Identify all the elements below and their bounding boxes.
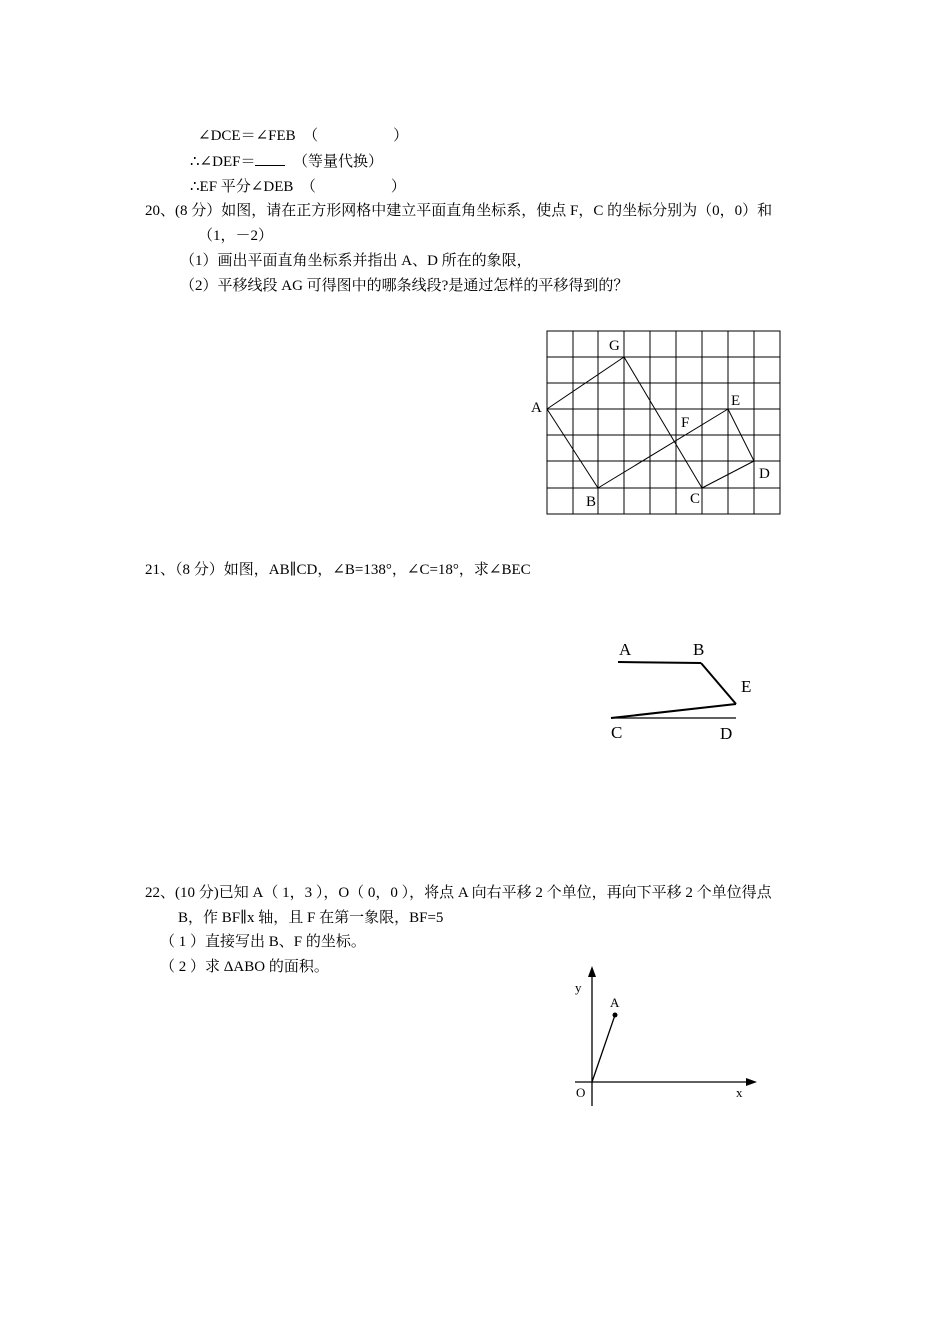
label-c: C (611, 723, 623, 742)
q20-text-1: 20、(8 分）如图，请在正方形网格中建立平面直角坐标系，使点 F，C 的坐标分别为（0，0）和 (145, 203, 773, 219)
proof-line-2-reason: （等量代换） (300, 154, 383, 170)
segment-oa (592, 1015, 615, 1082)
label-d: D (759, 466, 770, 482)
q20-part-1: （1）画出平面直角坐标系并指出 A、D 所在的象限， (180, 253, 532, 269)
q22-text-1: 22、(10 分)已知 A（ 1，3 ），O（ 0，0 ），将点 A 向右平移 2 个单位，再向下平移 2 个单位得点 (145, 885, 772, 901)
proof-line-2 (190, 151, 383, 172)
label-e: E (731, 393, 741, 409)
q22-part-1: （ 1 ）直接写出 B、F 的坐标。 (160, 934, 366, 950)
proof-line-2-prefix: ∴∠DEF＝ (190, 154, 256, 170)
point-a (613, 1013, 618, 1018)
answer-blank[interactable] (255, 151, 285, 166)
label-x: x (736, 1085, 743, 1100)
y-axis-arrow (588, 966, 596, 977)
label-a: A (610, 995, 620, 1010)
label-f: F (681, 415, 690, 431)
q21-text: 21、（8 分）如图，AB∥CD，∠B=138°，∠C=18°，求∠BEC (145, 562, 531, 578)
label-o: O (576, 1085, 586, 1100)
label-d: D (720, 724, 733, 743)
label-c: C (690, 491, 701, 507)
label-a: A (531, 400, 542, 416)
label-y: y (575, 980, 582, 995)
proof-line-1: ∠DCE＝∠FEB （ ） (198, 128, 409, 144)
label-b: B (693, 640, 705, 659)
grid (547, 331, 780, 514)
q20-part-2: （2）平移线段 AG 可得图中的哪条线段?是通过怎样的平移得到的？ (180, 278, 629, 294)
x-axis-arrow (746, 1078, 757, 1086)
label-g: G (609, 338, 620, 354)
label-a: A (619, 640, 632, 659)
q22-part-2: （ 2 ）求 ΔABO 的面积。 (160, 959, 329, 975)
proof-line-3: ∴EF 平分∠DEB （ ） (190, 179, 406, 195)
figure-segments (547, 357, 754, 488)
label-b: B (586, 494, 597, 510)
q20-text-2: （1，－2） (198, 228, 274, 244)
q22-text-2: B，作 BF∥x 轴，且 F 在第一象限，BF=5 (178, 910, 444, 926)
label-e: E (741, 677, 752, 696)
